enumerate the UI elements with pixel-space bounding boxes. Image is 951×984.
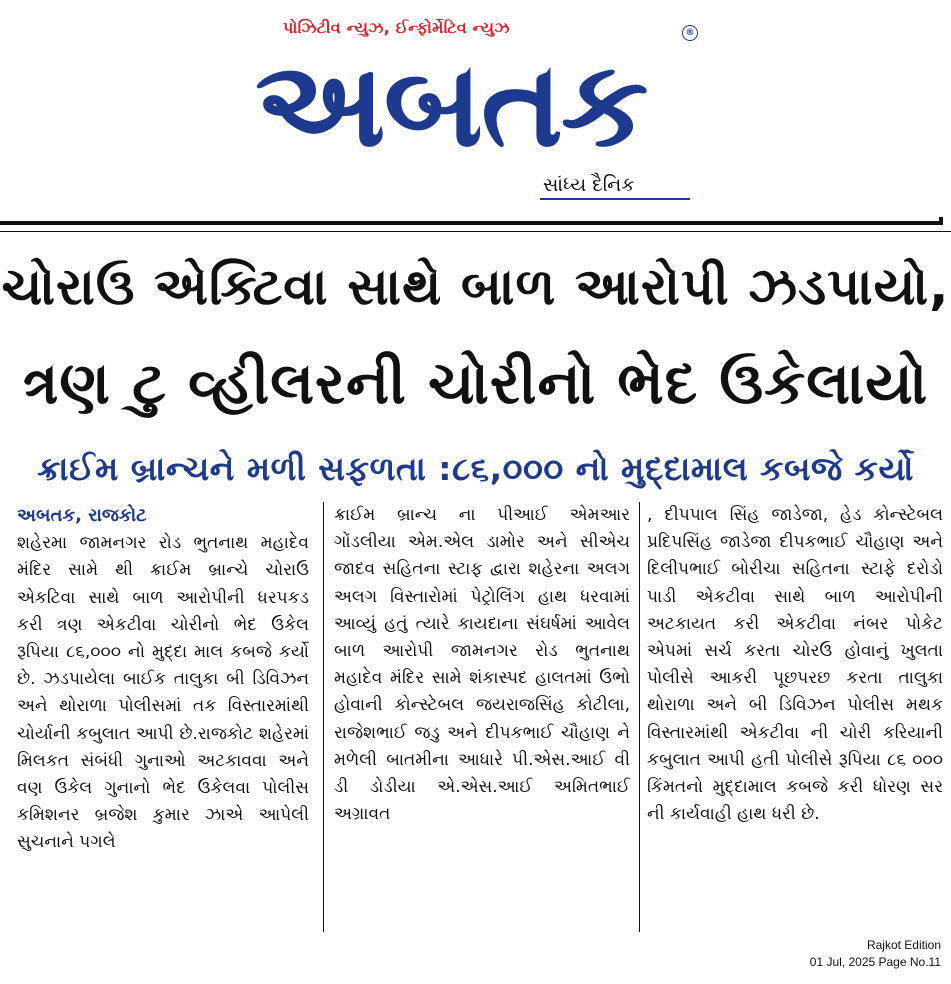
date-page-label: 01 Jul, 2025 Page No.11 [809, 955, 941, 969]
article-text-1: શહેરમા જામનગર રોડ ભુતનાથ મહાદેવ મંદિર સામે થી ક્રાઈમ બ્રાન્ચે ચોરાઉ એકટિવા સાથે બાળ આરોપીની ધરપકડ કરી ત્રણ એકટીવા ચોરીનો ભેદ ઉકેલ રૂપિયા ૮૬,૦૦૦ નો મુદ્દા માલ કબજે કર્યો છે. ઝડપાયેલા બાઈક તાલુકા બી ડિવિઝન અને થોરાળા પોલીસમાં તક વિસ્તારમાંથી ચોર્યાની કબુલાત આપી છે.રાજકોટ શહેરમાં મિલકત સંબંધી ગુનાઓ અટકાવવા અને વણ ઉકેલ ગુનાનો ભેદ ઉકેલવા પોલીસ કમિશનર બ્રજેશ કુમાર ઝાએ આપેલી સુચનાને પગલે [17, 533, 309, 853]
newspaper-logo: અબતક [255, 35, 647, 173]
article-column-3 [647, 502, 943, 828]
article-column-1 [17, 502, 309, 857]
column-divider [639, 502, 640, 932]
byline: અબતક, રાજકોટ [17, 505, 147, 526]
subheadline: ક્રાઈમ બ્રાન્ચને મળી સફળતા :૮૬,૦૦૦ નો મુદ્દામાલ કબજે કર્યો [37, 449, 914, 488]
article-column-2 [334, 502, 630, 828]
edition-label: Rajkot Edition [866, 938, 941, 952]
headline-line-1: ચોરાઉ એક્ટિવા સાથે બાળ આરોપી ઝડપાયો, [1, 258, 950, 317]
column-divider [323, 502, 324, 932]
header-rule [0, 221, 943, 225]
header-rule-thin [0, 231, 951, 232]
newspaper-subtitle: સાંધ્ય દૈનિક [543, 174, 635, 196]
article-text-2: ક્રાઈમ બ્રાન્ચ ના પીઆઈ એમઆર ગોંડલીયા એમ.એલ ડામોર અને સીએચ જાદવ સહિતના સ્ટાફ દ્વારા શહેરના અલગ અલગ વિસ્તારોમાં પેટ્રોલિંગ હાથ ધરવામાં આવ્યું હતું ત્યારે કાયદાના સંઘર્ષમાં આવેલ બાળ આરોપી જામનગર રોડ ભુતનાથ મહાદેવ મંદિર સામે શંકાસ્પદ હાલતમાં ઉભો હોવાની કોન્સ્ટેબલ જયરાજસિંહ કોટીલા, રાજેશભાઈ જડુ અને દીપકભાઈ ચૌહાણ ને મળેલી બાતમીના આધારે પી.એસ.આઈ વી ડી ડોડીયા એ.એસ.આઈ અમિતભાઈ અગ્રાવત [334, 505, 630, 825]
tagline: પોઝિટીવ ન્યુઝ, ઈન્ફોર્મેટિવ ન્યુઝ [283, 18, 510, 37]
subtitle-underline [540, 198, 690, 200]
headline-line-2: ત્રણ ટુ વ્હીલરની ચોરીનો ભેદ ઉકેલાયો [22, 349, 929, 417]
header-rule-corner [939, 217, 943, 225]
page-footer [810, 937, 941, 971]
masthead [0, 0, 951, 215]
article-text-3: , દીપપાલ સિંહ જાડેજા, હેડ કોન્સ્ટેબલ પ્રદિપસિંહ જાડેજા દીપકભાઈ ચૌહાણ અને દિલીપભાઈ બોરીચા સહિતના સ્ટાફે દરોડો પાડી એકટીવા સાથે બાળ આરોપીની અટકાયત કરી એકટીવા નંબર પોકેટ એપમાં સર્ચ કરતા ચોરઉ હોવાનું ખુલતા પોલીસે આકરી પૂછપરછ કરતા તાલુકા થોરાળા અને બી ડિવિઝન પોલીસ મથક વિસ્તારમાંથી એકટીવા ની ચોરી કરિયાની કબુલાત આપી હતી પોલીસે રૂપિયા ૮૬ ૦૦૦ કિંમતનો મુદ્દામાલ કબજે કરી ધોરણ સર ની કાર્યવાહી હાથ ધરી છે. [647, 505, 943, 825]
registered-mark: ® [682, 25, 698, 41]
